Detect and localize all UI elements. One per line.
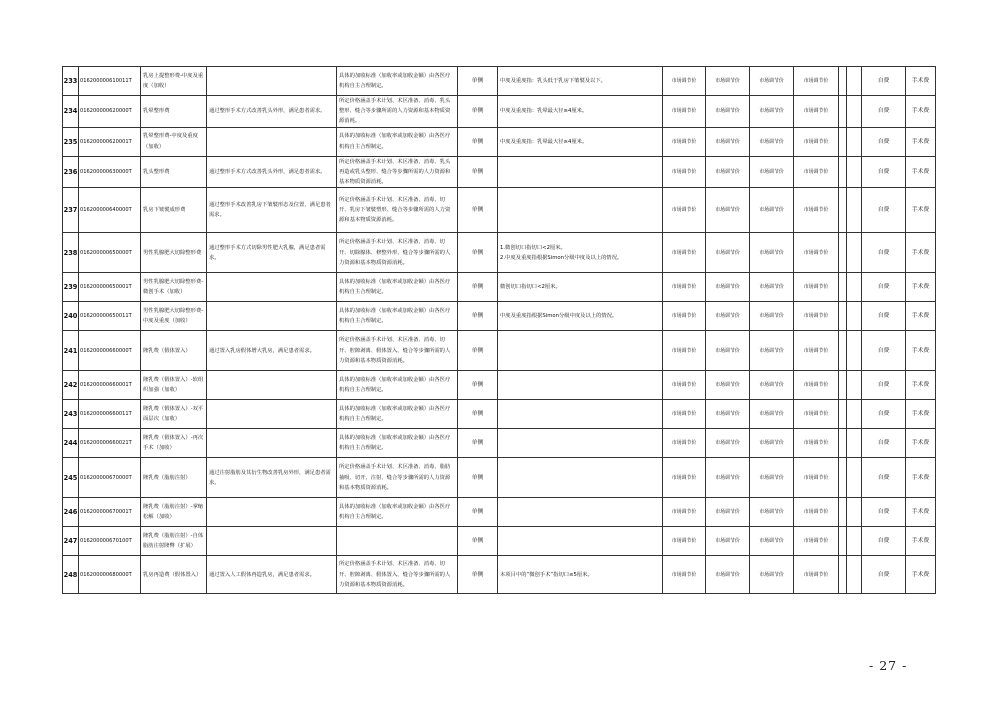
fee-category: 手术费	[906, 156, 936, 188]
item-code: 016200000670000T	[79, 458, 141, 498]
item-scope: 具体的加收标准（加收率或加收金额）由各医疗机构自主合理制定。	[337, 371, 458, 400]
pricing-unit: 单侧	[458, 429, 498, 458]
row-number: 240	[63, 302, 79, 331]
finance-category: 自费	[862, 331, 906, 371]
price-cell: 市场调节价	[663, 188, 706, 233]
table-row	[63, 127, 936, 156]
item-name: 男性乳腺肥大切除整形费-微创手术（加收）	[141, 273, 207, 302]
price-cell: 市场调节价	[663, 156, 706, 188]
fee-category: 手术费	[906, 233, 936, 273]
fee-category: 手术费	[906, 527, 936, 556]
price-cell: 市场调节价	[706, 67, 750, 96]
item-name: 隆乳费（假体置入）	[141, 331, 207, 371]
item-name: 男性乳腺肥大切除整形费-中度及重度（加收）	[141, 302, 207, 331]
row-number: 242	[63, 371, 79, 400]
item-scope: 所定价格涵盖手术计划、术区准备、消毒、脂肪抽吸、切开、注射、缝合等步骤所需的人力资源和基本物质资源消耗。	[337, 458, 458, 498]
fee-category: 手术费	[906, 96, 936, 128]
item-note	[498, 371, 663, 400]
finance-category: 自费	[862, 429, 906, 458]
price-cell: 市场调节价	[794, 188, 839, 233]
item-name: 乳头整形费	[141, 156, 207, 188]
item-name: 男性乳腺肥大切除整形费	[141, 233, 207, 273]
finance-category: 自费	[862, 188, 906, 233]
table-row	[63, 302, 936, 331]
item-note	[498, 498, 663, 527]
price-cell: 市场调节价	[706, 527, 750, 556]
item-note	[498, 400, 663, 429]
blank-cell	[847, 458, 862, 498]
price-cell: 市场调节价	[663, 498, 706, 527]
finance-category: 自费	[862, 67, 906, 96]
blank-cell	[847, 188, 862, 233]
fee-category: 手术费	[906, 67, 936, 96]
item-content	[207, 400, 337, 429]
table-row	[63, 233, 936, 273]
blank-cell	[839, 331, 847, 371]
fee-category: 手术费	[906, 302, 936, 331]
row-number: 234	[63, 96, 79, 128]
row-number: 244	[63, 429, 79, 458]
item-scope	[337, 527, 458, 556]
item-name: 隆乳费（脂肪注射）-自体脂肪注射隆臀（扩展）	[141, 527, 207, 556]
item-scope: 具体的加收标准（加收率或加收金额）由各医疗机构自主合理制定。	[337, 67, 458, 96]
price-cell: 市场调节价	[750, 156, 794, 188]
blank-cell	[839, 188, 847, 233]
item-scope: 具体的加收标准（加收率或加收金额）由各医疗机构自主合理制定。	[337, 302, 458, 331]
item-note	[498, 429, 663, 458]
price-cell: 市场调节价	[663, 273, 706, 302]
blank-cell	[839, 400, 847, 429]
pricing-unit: 单侧	[458, 67, 498, 96]
finance-category: 自费	[862, 458, 906, 498]
table-row	[63, 498, 936, 527]
item-scope: 具体的加收标准（加收率或加收金额）由各医疗机构自主合理制定。	[337, 498, 458, 527]
price-cell: 市场调节价	[663, 67, 706, 96]
item-code: 016200000670001T	[79, 498, 141, 527]
price-cell: 市场调节价	[663, 331, 706, 371]
price-cell: 市场调节价	[706, 96, 750, 128]
fee-category: 手术费	[906, 458, 936, 498]
finance-category: 自费	[862, 302, 906, 331]
price-cell: 市场调节价	[750, 429, 794, 458]
item-note	[498, 156, 663, 188]
item-code: 016200000620001T	[79, 127, 141, 156]
blank-cell	[847, 556, 862, 594]
item-name: 隆乳费（假体置入）-双平面层次（加收）	[141, 400, 207, 429]
row-number: 245	[63, 458, 79, 498]
pricing-unit: 单侧	[458, 233, 498, 273]
blank-cell	[847, 527, 862, 556]
pricing-unit: 单侧	[458, 527, 498, 556]
table-row	[63, 96, 936, 128]
blank-cell	[839, 458, 847, 498]
price-cell: 市场调节价	[794, 233, 839, 273]
table-row	[63, 331, 936, 371]
price-cell: 市场调节价	[706, 400, 750, 429]
price-cell: 市场调节价	[663, 371, 706, 400]
fee-category: 手术费	[906, 331, 936, 371]
pricing-unit: 单侧	[458, 371, 498, 400]
item-code: 016200000660021T	[79, 429, 141, 458]
table-row	[63, 527, 936, 556]
blank-cell	[839, 127, 847, 156]
price-cell: 市场调节价	[750, 188, 794, 233]
item-code: 016200000630000T	[79, 156, 141, 188]
row-number: 248	[63, 556, 79, 594]
blank-cell	[839, 67, 847, 96]
price-cell: 市场调节价	[750, 371, 794, 400]
price-cell: 市场调节价	[663, 302, 706, 331]
item-scope: 所定价格涵盖手术计划、术区准备、消毒、切开、切除腺体、修整外形、缝合等步骤所需的人力资源和基本物质资源消耗。	[337, 233, 458, 273]
blank-cell	[839, 498, 847, 527]
price-cell: 市场调节价	[750, 556, 794, 594]
row-number: 235	[63, 127, 79, 156]
item-code: 016200000650001T	[79, 273, 141, 302]
finance-category: 自费	[862, 127, 906, 156]
price-cell: 市场调节价	[663, 458, 706, 498]
blank-cell	[839, 96, 847, 128]
table-row	[63, 67, 936, 96]
price-cell: 市场调节价	[750, 233, 794, 273]
item-code: 016200000650000T	[79, 233, 141, 273]
price-cell: 市场调节价	[794, 498, 839, 527]
blank-cell	[839, 556, 847, 594]
item-name: 隆乳费（假体置入）-再次手术（加收）	[141, 429, 207, 458]
item-scope: 具体的加收标准（加收率或加收金额）由各医疗机构自主合理制定。	[337, 127, 458, 156]
price-cell: 市场调节价	[706, 556, 750, 594]
item-content	[207, 302, 337, 331]
finance-category: 自费	[862, 233, 906, 273]
price-cell: 市场调节价	[794, 400, 839, 429]
pricing-unit: 单侧	[458, 400, 498, 429]
blank-cell	[839, 302, 847, 331]
item-note: 中度及重度指：乳晕最大径≥4厘米。	[498, 127, 663, 156]
price-cell: 市场调节价	[706, 188, 750, 233]
price-cell: 市场调节价	[750, 273, 794, 302]
price-cell: 市场调节价	[750, 127, 794, 156]
price-cell: 市场调节价	[750, 458, 794, 498]
item-name: 隆乳费（脂肪注射）-掌缩松解（加收）	[141, 498, 207, 527]
price-cell: 市场调节价	[706, 302, 750, 331]
blank-cell	[847, 273, 862, 302]
item-content	[207, 527, 337, 556]
price-cell: 市场调节价	[750, 527, 794, 556]
row-number: 238	[63, 233, 79, 273]
price-cell: 市场调节价	[794, 156, 839, 188]
row-number: 247	[63, 527, 79, 556]
blank-cell	[847, 331, 862, 371]
item-scope: 所定价格涵盖手术计划、术区准备、消毒、乳头再造或乳头整形、缝合等步骤所需的人力资源和基本物质资源消耗。	[337, 156, 458, 188]
item-code: 016200000660011T	[79, 400, 141, 429]
row-number: 233	[63, 67, 79, 96]
item-content	[207, 429, 337, 458]
fee-category: 手术费	[906, 556, 936, 594]
blank-cell	[847, 498, 862, 527]
price-cell: 市场调节价	[663, 400, 706, 429]
item-content	[207, 273, 337, 302]
item-scope: 具体的加收标准（加收率或加收金额）由各医疗机构自主合理制定。	[337, 429, 458, 458]
item-content: 通过注射脂肪及其衍生物改善乳房外形，满足患者需求。	[207, 458, 337, 498]
item-code: 016200000620000T	[79, 96, 141, 128]
price-cell: 市场调节价	[663, 556, 706, 594]
fee-category: 手术费	[906, 429, 936, 458]
price-cell: 市场调节价	[706, 498, 750, 527]
finance-category: 自费	[862, 156, 906, 188]
item-code: 016200000660000T	[79, 331, 141, 371]
table-row	[63, 458, 936, 498]
price-cell: 市场调节价	[750, 331, 794, 371]
item-scope: 所定价格涵盖手术计划、术区准备、消毒、切开、乳房下皱襞塑形、缝合等步骤所需的人力资源和基本物质资源消耗。	[337, 188, 458, 233]
pricing-unit: 单侧	[458, 96, 498, 128]
price-cell: 市场调节价	[794, 371, 839, 400]
pricing-unit: 单侧	[458, 302, 498, 331]
row-number: 239	[63, 273, 79, 302]
price-cell: 市场调节价	[794, 458, 839, 498]
blank-cell	[847, 156, 862, 188]
row-number: 241	[63, 331, 79, 371]
row-number: 237	[63, 188, 79, 233]
table-row	[63, 556, 936, 594]
pricing-unit: 单侧	[458, 458, 498, 498]
item-note: 微创切口指切口<2厘米。	[498, 273, 663, 302]
item-code: 016200000680000T	[79, 556, 141, 594]
blank-cell	[847, 429, 862, 458]
price-cell: 市场调节价	[706, 429, 750, 458]
blank-cell	[847, 233, 862, 273]
price-cell: 市场调节价	[750, 67, 794, 96]
fee-category: 手术费	[906, 273, 936, 302]
item-name: 隆乳费（假体置入）-软组织加强（加收）	[141, 371, 207, 400]
row-number: 236	[63, 156, 79, 188]
finance-category: 自费	[862, 498, 906, 527]
table-row	[63, 429, 936, 458]
blank-cell	[847, 67, 862, 96]
blank-cell	[847, 96, 862, 128]
item-code: 016200000610011T	[79, 67, 141, 96]
blank-cell	[839, 371, 847, 400]
item-scope: 所定价格涵盖手术计划、术区准备、消毒、乳头整形、缝合等步骤所需的人力资源和基本物质资源消耗。	[337, 96, 458, 128]
pricing-unit: 单侧	[458, 331, 498, 371]
price-cell: 市场调节价	[706, 331, 750, 371]
price-cell: 市场调节价	[663, 96, 706, 128]
item-note	[498, 458, 663, 498]
item-note: 本项目中的“微创手术”指切口≤5厘米。	[498, 556, 663, 594]
price-cell: 市场调节价	[794, 67, 839, 96]
item-name: 乳房再造费（假体置入）	[141, 556, 207, 594]
fee-category: 手术费	[906, 371, 936, 400]
item-name: 隆乳费（脂肪注射）	[141, 458, 207, 498]
fee-category: 手术费	[906, 498, 936, 527]
price-table	[62, 66, 936, 594]
price-cell: 市场调节价	[706, 458, 750, 498]
item-name: 乳房下皱襞成形费	[141, 188, 207, 233]
table-row	[63, 400, 936, 429]
item-content	[207, 498, 337, 527]
item-scope: 所定价格涵盖手术计划、术区准备、消毒、切开、腔隙剥离、假体置入、缝合等步骤所需的人力资源和基本物质资源消耗。	[337, 556, 458, 594]
price-cell: 市场调节价	[794, 331, 839, 371]
price-cell: 市场调节价	[750, 96, 794, 128]
item-scope: 具体的加收标准（加收率或加收金额）由各医疗机构自主合理制定。	[337, 400, 458, 429]
item-content	[207, 127, 337, 156]
blank-cell	[839, 429, 847, 458]
price-cell: 市场调节价	[706, 156, 750, 188]
price-cell: 市场调节价	[794, 127, 839, 156]
blank-cell	[839, 527, 847, 556]
pricing-unit: 单侧	[458, 188, 498, 233]
pricing-unit: 单侧	[458, 556, 498, 594]
blank-cell	[847, 127, 862, 156]
item-content	[207, 371, 337, 400]
item-content	[207, 67, 337, 96]
blank-cell	[847, 400, 862, 429]
item-note	[498, 527, 663, 556]
item-name: 乳房上提整形费-中度及重度（加收）	[141, 67, 207, 96]
price-cell: 市场调节价	[706, 233, 750, 273]
finance-category: 自费	[862, 527, 906, 556]
price-cell: 市场调节价	[663, 233, 706, 273]
row-number: 243	[63, 400, 79, 429]
item-code: 016200000660001T	[79, 371, 141, 400]
item-code: 016200000670100T	[79, 527, 141, 556]
blank-cell	[839, 156, 847, 188]
fee-category: 手术费	[906, 400, 936, 429]
item-content: 通过置入人工假体再造乳房，满足患者需求。	[207, 556, 337, 594]
item-code: 016200000640000T	[79, 188, 141, 233]
blank-cell	[839, 233, 847, 273]
price-cell: 市场调节价	[794, 302, 839, 331]
price-cell: 市场调节价	[663, 429, 706, 458]
price-cell: 市场调节价	[706, 127, 750, 156]
item-scope: 具体的加收标准（加收率或加收金额）由各医疗机构自主合理制定。	[337, 273, 458, 302]
price-cell: 市场调节价	[750, 400, 794, 429]
page-number: - 27 -	[869, 658, 908, 673]
pricing-unit: 单侧	[458, 127, 498, 156]
item-name: 乳晕整形费-中度及重度（加收）	[141, 127, 207, 156]
finance-category: 自费	[862, 273, 906, 302]
blank-cell	[847, 302, 862, 331]
finance-category: 自费	[862, 96, 906, 128]
price-cell: 市场调节价	[750, 498, 794, 527]
pricing-unit: 单侧	[458, 498, 498, 527]
item-content: 通过整形手术改善乳房下皱襞形态及位置，满足患者需求。	[207, 188, 337, 233]
blank-cell	[839, 273, 847, 302]
item-name: 乳晕整形费	[141, 96, 207, 128]
price-cell: 市场调节价	[794, 429, 839, 458]
item-note	[498, 188, 663, 233]
fee-category: 手术费	[906, 188, 936, 233]
item-scope: 所定价格涵盖手术计划、术区准备、消毒、切开、腔隙剥离、假体置入、缝合等步骤所需的人力资源和基本物质资源消耗。	[337, 331, 458, 371]
item-code: 016200000650011T	[79, 302, 141, 331]
item-content: 通过置入乳房假体增大乳房，满足患者需求。	[207, 331, 337, 371]
price-cell: 市场调节价	[750, 302, 794, 331]
pricing-unit: 单侧	[458, 156, 498, 188]
item-note: 中度及重度指：乳晕最大径≥4厘米。	[498, 96, 663, 128]
table-row	[63, 371, 936, 400]
price-cell: 市场调节价	[706, 273, 750, 302]
finance-category: 自费	[862, 556, 906, 594]
table-row	[63, 156, 936, 188]
finance-category: 自费	[862, 371, 906, 400]
finance-category: 自费	[862, 400, 906, 429]
pricing-unit: 单侧	[458, 273, 498, 302]
item-note: 中度及重度指根据Simon分级中度及以上的情况。	[498, 302, 663, 331]
price-cell: 市场调节价	[794, 96, 839, 128]
price-cell: 市场调节价	[794, 556, 839, 594]
table-row	[63, 273, 936, 302]
price-cell: 市场调节价	[663, 127, 706, 156]
item-content: 通过整形手术方式改善乳头外形，满足患者需求。	[207, 156, 337, 188]
price-cell: 市场调节价	[663, 527, 706, 556]
item-content: 通过整形手术方式改善乳头外形，满足患者需求。	[207, 96, 337, 128]
table-row	[63, 188, 936, 233]
price-cell: 市场调节价	[794, 527, 839, 556]
blank-cell	[847, 371, 862, 400]
item-note: 中度及重度指：乳头低于乳房下皱襞及以下。	[498, 67, 663, 96]
price-cell: 市场调节价	[794, 273, 839, 302]
item-content: 通过整形手术方式切除男性肥大乳腺，满足患者需求。	[207, 233, 337, 273]
item-note	[498, 331, 663, 371]
item-note: 1.微创切口指切口<2厘米。 2.中度及重度指根据Simon分级中度及以上的情况。	[498, 233, 663, 273]
price-cell: 市场调节价	[706, 371, 750, 400]
fee-category: 手术费	[906, 127, 936, 156]
row-number: 246	[63, 498, 79, 527]
